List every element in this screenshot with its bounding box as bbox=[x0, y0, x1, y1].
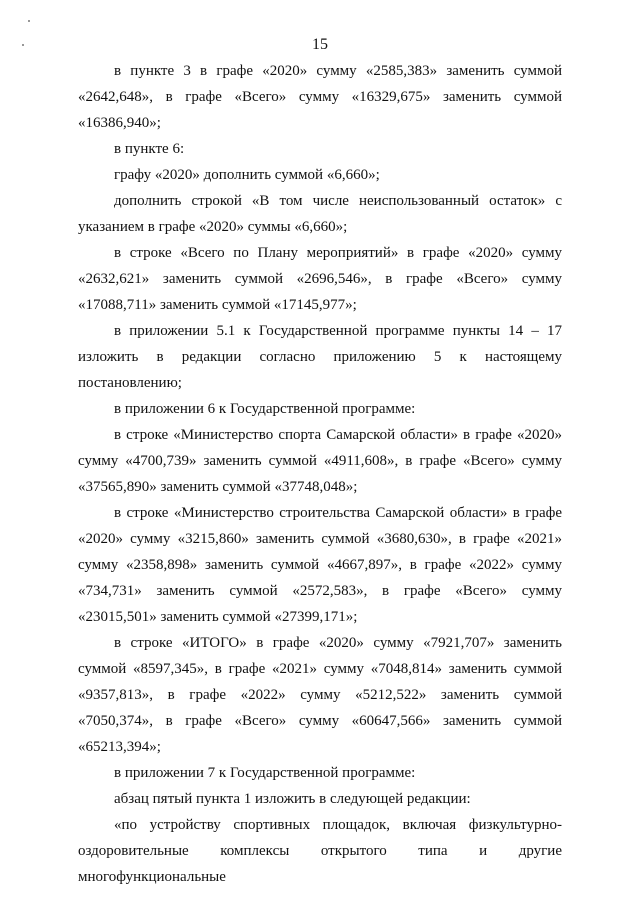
paragraph: в приложении 6 к Государственной программе: bbox=[114, 401, 416, 417]
paragraph: в приложении 5.1 к Государственной программе пункты 14 – 17 изложить в редакции согласно приложению 5 к настоящему постановлению; bbox=[78, 323, 562, 391]
scan-speck bbox=[28, 20, 30, 22]
paragraph: в приложении 7 к Государственной программе: bbox=[114, 765, 416, 781]
paragraph: абзац пятый пункта 1 изложить в следующей редакции: bbox=[114, 791, 471, 807]
paragraph: в пункте 6: bbox=[114, 141, 185, 157]
paragraph: в пункте 3 в графе «2020» сумму «2585,383» заменить суммой «2642,648», в графе «Всего» сумму «16329,675» заменить суммой «16386,940»; bbox=[78, 63, 562, 131]
document-body bbox=[78, 58, 562, 890]
paragraph: в строке «Всего по Плану мероприятий» в графе «2020» сумму «2632,621» заменить суммой «2696,546», в графе «Всего» сумму «17088,711» заменить суммой «17145,977»; bbox=[78, 245, 562, 313]
paragraph: «по устройству спортивных площадок, включая физкультурно-оздоровительные комплексы открытого типа и другие многофункциональные bbox=[78, 817, 562, 885]
paragraph: дополнить строкой «В том числе неиспользованный остаток» с указанием в графе «2020» суммы «6,660»; bbox=[78, 193, 562, 235]
paragraph: графу «2020» дополнить суммой «6,660»; bbox=[114, 167, 380, 183]
paragraph: в строке «Министерство строительства Самарской области» в графе «2020» сумму «3215,860» заменить суммой «3680,630», в графе «2021» сумму «2358,898» заменить суммой «4667,897», в графе «2022» сумму «734,731» заменить суммой «2572,583», в графе «Всего» сумму «23015,501» заменить суммой «27399,171»; bbox=[78, 505, 562, 625]
page-number: 15 bbox=[312, 36, 328, 53]
paragraph: в строке «Министерство спорта Самарской области» в графе «2020» сумму «4700,739» заменить суммой «4911,608», в графе «Всего» сумму «37565,890» заменить суммой «37748,048»; bbox=[78, 427, 562, 495]
paragraph: в строке «ИТОГО» в графе «2020» сумму «7921,707» заменить суммой «8597,345», в графе «2021» сумму «7048,814» заменить суммой «9357,813», в графе «2022» сумму «5212,522» заменить суммой «7050,374», в графе «Всего» сумму «60647,566» заменить суммой «65213,394»; bbox=[78, 635, 562, 755]
